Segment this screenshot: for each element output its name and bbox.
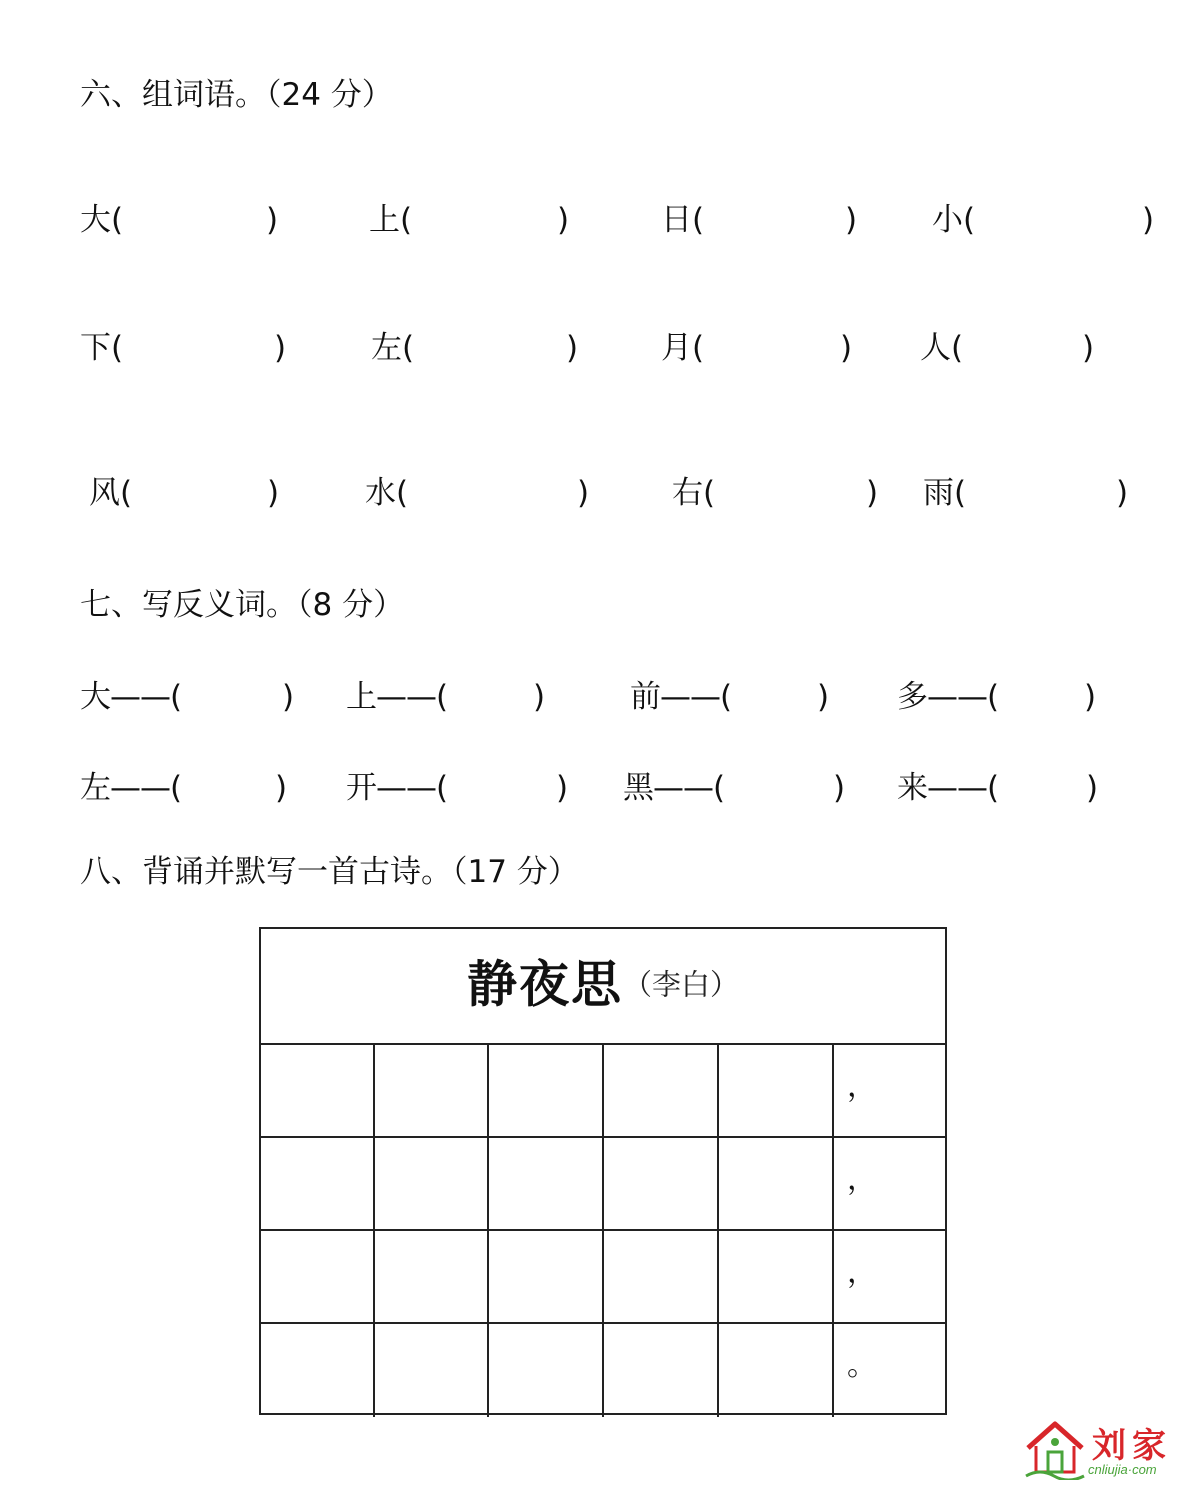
word-row-1 bbox=[0, 200, 1179, 240]
close-paren: ) bbox=[866, 475, 879, 511]
write-cell[interactable] bbox=[605, 1138, 719, 1229]
logo-url: cnliujia·com bbox=[1088, 1462, 1157, 1477]
write-cell[interactable] bbox=[490, 1045, 604, 1136]
close-paren: ) bbox=[817, 679, 830, 715]
line-end-mark: ， bbox=[847, 1162, 877, 1197]
antonym-item: 黑——( bbox=[623, 770, 725, 806]
close-paren: ) bbox=[274, 330, 287, 366]
poem-title-row bbox=[261, 929, 945, 1045]
write-cell[interactable] bbox=[375, 1138, 489, 1229]
section8-heading: 八、背诵并默写一首古诗。（17 分） bbox=[80, 854, 579, 890]
line-end-mark: ， bbox=[847, 1069, 877, 1104]
write-cell[interactable] bbox=[605, 1324, 719, 1417]
close-paren: ) bbox=[556, 770, 569, 806]
close-paren: ) bbox=[833, 770, 846, 806]
section7-heading: 七、写反义词。（8 分） bbox=[80, 587, 405, 623]
write-cell[interactable] bbox=[490, 1138, 604, 1229]
close-paren: ) bbox=[275, 770, 288, 806]
line-end-cell bbox=[835, 1231, 949, 1322]
antonym-item: 上——( bbox=[346, 679, 448, 715]
write-cell[interactable] bbox=[720, 1045, 834, 1136]
word-item: 小( bbox=[932, 202, 976, 238]
antonym-row-1 bbox=[0, 677, 1179, 717]
poem-title: 静夜思 bbox=[466, 954, 623, 1014]
close-paren: ) bbox=[845, 202, 858, 238]
logo-text: 刘家 bbox=[1092, 1426, 1172, 1466]
word-item: 左( bbox=[371, 330, 415, 366]
write-cell[interactable] bbox=[490, 1324, 604, 1417]
word-item: 下( bbox=[80, 330, 124, 366]
close-paren: ) bbox=[267, 475, 280, 511]
write-cell[interactable] bbox=[605, 1231, 719, 1322]
poem-line-row bbox=[261, 1324, 945, 1417]
word-item: 风( bbox=[89, 475, 133, 511]
line-end-cell bbox=[835, 1138, 949, 1229]
site-logo bbox=[1024, 1418, 1176, 1482]
word-row-3 bbox=[0, 473, 1179, 513]
poem-writing-grid bbox=[259, 927, 947, 1415]
close-paren: ) bbox=[577, 475, 590, 511]
write-cell[interactable] bbox=[375, 1231, 489, 1322]
close-paren: ) bbox=[557, 202, 570, 238]
section6-heading: 六、组词语。（24 分） bbox=[80, 77, 393, 113]
close-paren: ) bbox=[566, 330, 579, 366]
poem-line-row bbox=[261, 1138, 945, 1231]
write-cell[interactable] bbox=[261, 1324, 375, 1417]
close-paren: ) bbox=[1086, 770, 1099, 806]
word-item: 右( bbox=[672, 475, 716, 511]
antonym-item: 左——( bbox=[80, 770, 182, 806]
word-item: 上( bbox=[369, 202, 413, 238]
close-paren: ) bbox=[266, 202, 279, 238]
write-cell[interactable] bbox=[261, 1045, 375, 1136]
antonym-item: 前——( bbox=[630, 679, 732, 715]
word-item: 日( bbox=[661, 202, 705, 238]
write-cell[interactable] bbox=[720, 1324, 834, 1417]
line-end-cell bbox=[835, 1045, 949, 1136]
antonym-item: 多——( bbox=[897, 679, 999, 715]
line-end-cell bbox=[835, 1324, 949, 1417]
close-paren: ) bbox=[1142, 202, 1155, 238]
word-item: 水( bbox=[365, 475, 409, 511]
antonym-item: 大——( bbox=[80, 679, 182, 715]
write-cell[interactable] bbox=[375, 1324, 489, 1417]
house-icon bbox=[1024, 1418, 1086, 1480]
close-paren: ) bbox=[1082, 330, 1095, 366]
word-item: 大( bbox=[80, 202, 124, 238]
write-cell[interactable] bbox=[375, 1045, 489, 1136]
write-cell[interactable] bbox=[490, 1231, 604, 1322]
poem-line-row bbox=[261, 1231, 945, 1324]
write-cell[interactable] bbox=[720, 1138, 834, 1229]
close-paren: ) bbox=[1084, 679, 1097, 715]
write-cell[interactable] bbox=[261, 1138, 375, 1229]
close-paren: ) bbox=[840, 330, 853, 366]
write-cell[interactable] bbox=[720, 1231, 834, 1322]
close-paren: ) bbox=[1116, 475, 1129, 511]
antonym-item: 来——( bbox=[897, 770, 999, 806]
write-cell[interactable] bbox=[261, 1231, 375, 1322]
write-cell[interactable] bbox=[605, 1045, 719, 1136]
line-end-mark: 。 bbox=[847, 1348, 877, 1383]
word-row-2 bbox=[0, 328, 1179, 368]
word-item: 月( bbox=[661, 330, 705, 366]
poem-author: （李白） bbox=[622, 967, 739, 1002]
antonym-row-2 bbox=[0, 768, 1179, 808]
poem-line-row bbox=[261, 1045, 945, 1138]
antonym-item: 开——( bbox=[346, 770, 448, 806]
line-end-mark: ， bbox=[847, 1255, 877, 1290]
word-item: 人( bbox=[920, 330, 964, 366]
close-paren: ) bbox=[533, 679, 546, 715]
word-item: 雨( bbox=[923, 475, 967, 511]
close-paren: ) bbox=[282, 679, 295, 715]
